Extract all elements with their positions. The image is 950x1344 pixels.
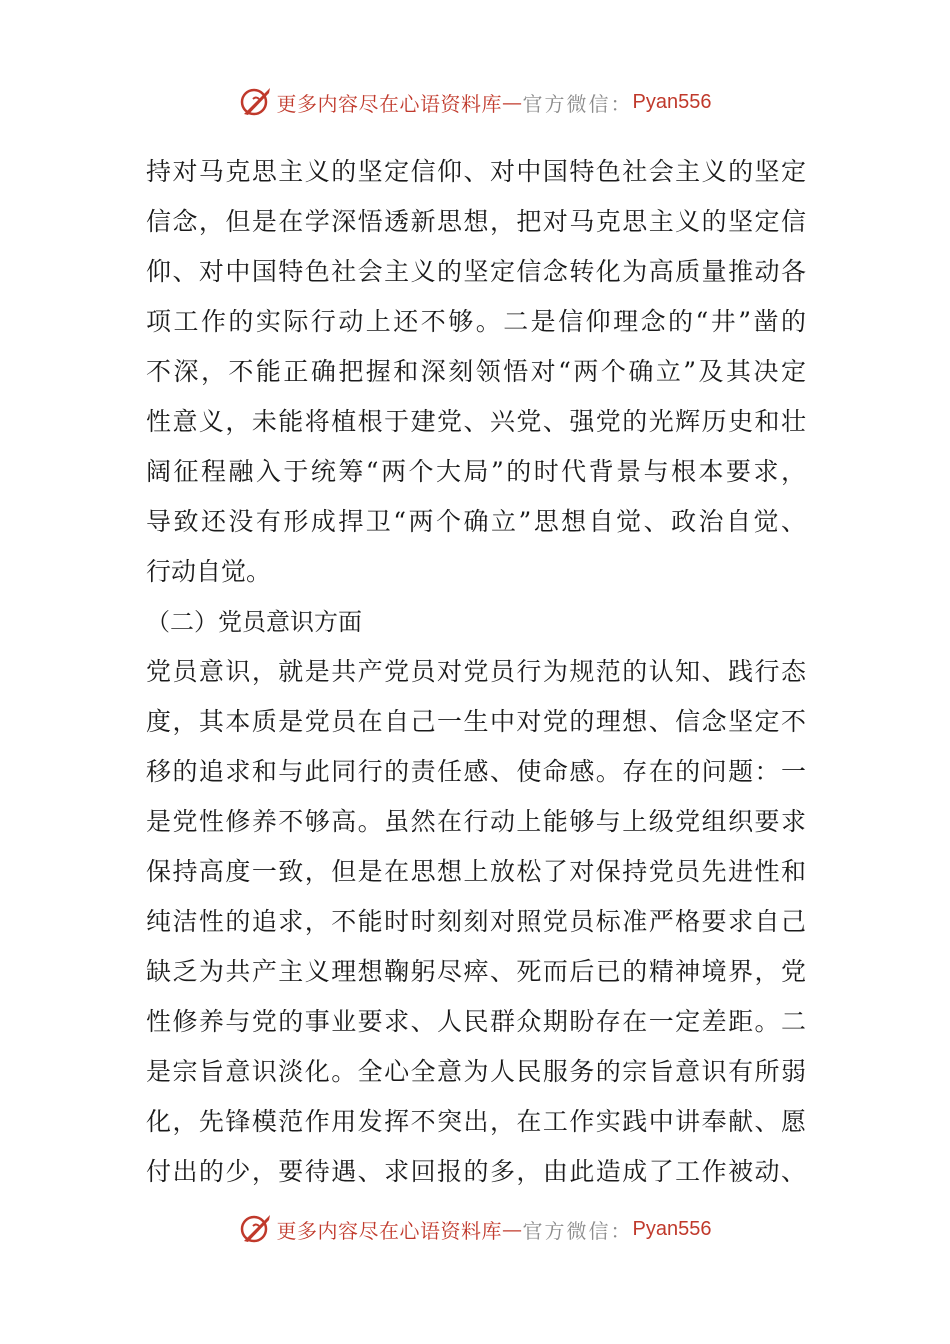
text-line: 是宗旨意识淡化。全心全意为人民服务的宗旨意识有所弱	[146, 1057, 806, 1086]
text-line: 保持高度一致，但是在思想上放松了对保持党员先进性和	[146, 857, 806, 886]
wechat-label: 官方微信：	[522, 91, 633, 116]
footer-banner	[0, 1211, 950, 1247]
text-line: 项工作的实际行动上还不够。二是信仰理念的“井”凿的	[146, 307, 806, 336]
text-line: 不深，不能正确把握和深刻领悟对“两个确立”及其决定	[146, 357, 806, 386]
document-body	[146, 147, 806, 1197]
pen-logo-icon	[239, 85, 273, 119]
section-heading: （二）党员意识方面	[146, 608, 362, 636]
text-line: 信念，但是在学深悟透新思想，把对马克思主义的坚定信	[146, 207, 806, 236]
pen-logo-icon	[239, 1212, 273, 1246]
promo-text: 更多内容尽在心语资料库	[276, 1218, 503, 1243]
text-line: 党员意识，就是共产党员对党员行为规范的认知、践行态	[146, 657, 806, 686]
text-line: 付出的少，要待遇、求回报的多，由此造成了工作被动、	[146, 1157, 806, 1186]
text-line: 移的追求和与此同行的责任感、使命感。存在的问题：一	[146, 757, 806, 786]
text-line: 纯洁性的追求，不能时时刻刻对照党员标准严格要求自己	[146, 907, 806, 936]
text-line: 度，其本质是党员在自己一生中对党的理想、信念坚定不	[146, 707, 806, 736]
text-line: 性意义，未能将植根于建党、兴党、强党的光辉历史和壮	[146, 407, 806, 436]
text-line: 仰、对中国特色社会主义的坚定信念转化为高质量推动各	[146, 257, 806, 286]
text-line: 阔征程融入于统筹“两个大局”的时代背景与根本要求，	[146, 457, 806, 486]
paragraph-1	[146, 147, 806, 597]
text-line: 是党性修养不够高。虽然在行动上能够与上级党组织要求	[146, 807, 806, 836]
text-line: 行动自觉。	[146, 557, 272, 586]
wechat-account: Pyan556	[632, 1217, 712, 1240]
paragraph-2	[146, 647, 806, 1197]
wechat-account: Pyan556	[632, 90, 712, 113]
text-line: 缺乏为共产主义理想鞠躬尽瘁、死而后已的精神境界，党	[146, 957, 806, 986]
text-line: 导致还没有形成捍卫“两个确立”思想自觉、政治自觉、	[146, 507, 806, 536]
text-line: 持对马克思主义的坚定信仰、对中国特色社会主义的坚定	[146, 157, 806, 186]
wechat-label: 官方微信：	[522, 1218, 633, 1243]
header-banner	[0, 84, 950, 120]
text-line: 化，先锋模范作用发挥不突出，在工作实践中讲奉献、愿	[146, 1107, 806, 1136]
promo-text: 更多内容尽在心语资料库	[276, 91, 503, 116]
text-line: 性修养与党的事业要求、人民群众期盼存在一定差距。二	[146, 1007, 806, 1036]
promo-dash: —	[502, 90, 523, 114]
promo-dash: —	[502, 1217, 523, 1241]
